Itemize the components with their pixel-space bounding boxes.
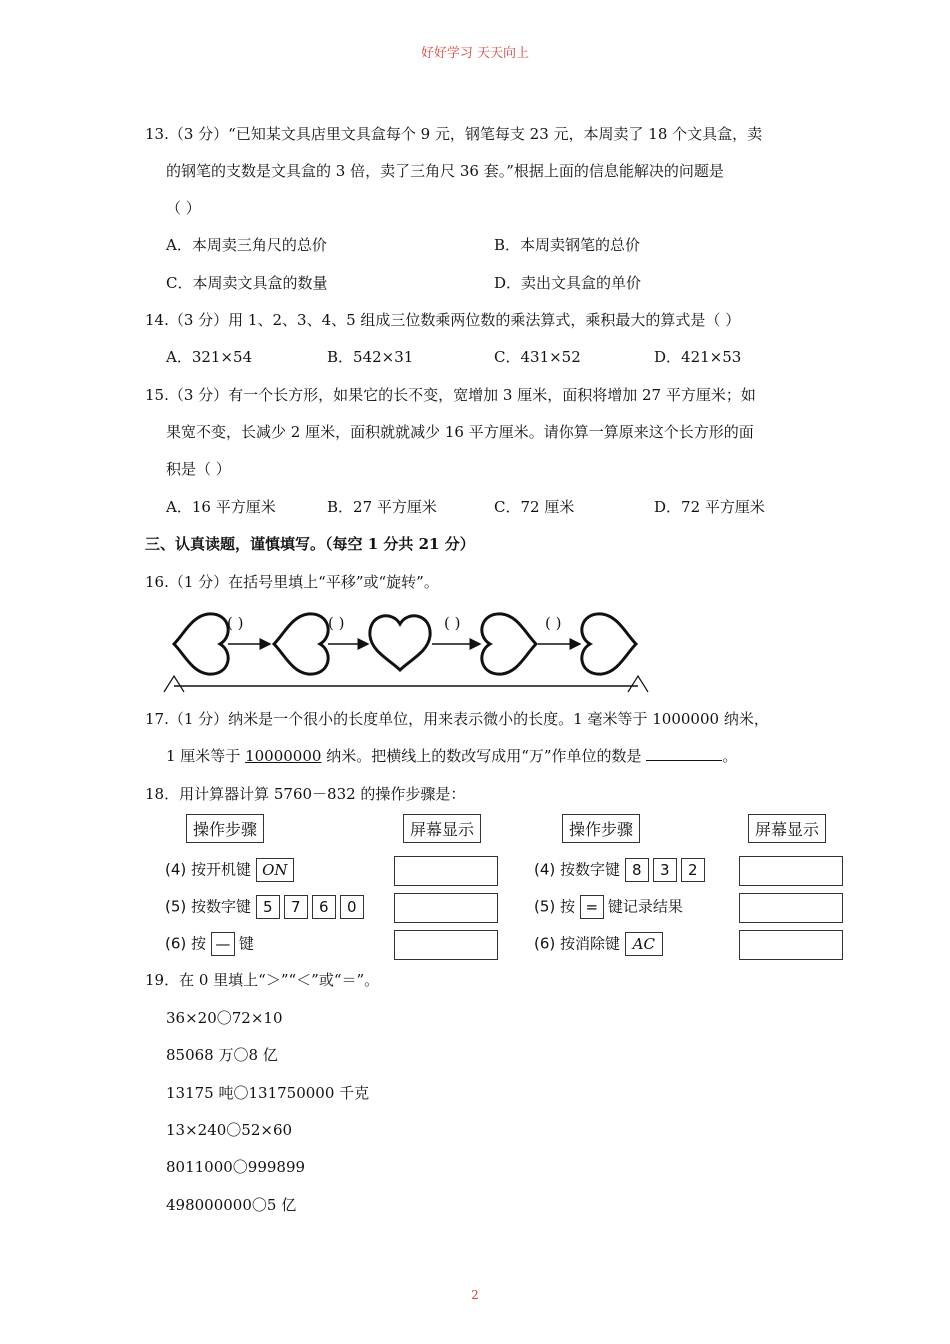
q18-screen-right-1[interactable]	[739, 856, 843, 886]
key-6-button[interactable]: 6	[312, 895, 336, 919]
key-8-button[interactable]: 8	[625, 858, 649, 882]
step-label: (6) 按消除键	[534, 934, 621, 953]
page-header: 好好学习 天天向上	[420, 46, 530, 61]
baseline-left-cap	[164, 676, 184, 692]
key-0-button[interactable]: 0	[340, 895, 364, 919]
q14-option-d[interactable]: D．421×53	[654, 348, 742, 366]
q14-option-b[interactable]: B．542×31	[327, 348, 414, 366]
section-3-title: 三、认真读题，谨慎填写。（每空 1 分共 21 分）	[145, 535, 475, 553]
baseline-right-cap	[628, 676, 648, 692]
q17-answer-blank[interactable]	[646, 746, 722, 761]
step-label: (6) 按	[165, 934, 207, 953]
q16-blank-1[interactable]: ( )	[227, 614, 244, 632]
q15-option-a[interactable]: A．16 平方厘米	[166, 498, 276, 516]
q15-line1: 15.（3 分）有一个长方形，如果它的长不变，宽增加 3 厘米，面积将增加 27 平方厘米；如	[145, 386, 756, 404]
q18-screen-left-1[interactable]	[394, 856, 498, 886]
q14-line1: 14.（3 分）用 1、2、3、4、5 组成三位数乘两位数的乘法算式，乘积最大的算式是（ ）	[145, 311, 741, 329]
q15-option-c[interactable]: C．72 厘米	[494, 498, 575, 516]
step-label: (5) 按数字键	[165, 897, 252, 916]
q14-option-a[interactable]: A．321×54	[166, 348, 253, 366]
step-label: (4) 按数字键	[534, 860, 621, 879]
q17-line1: 17.（1 分）纳米是一个很小的长度单位，用来表示微小的长度。1 毫米等于 1000000 纳米，	[145, 710, 769, 728]
q17-line2-part-b: 纳米。把横线上的数改写成用“万”作单位的数是	[321, 747, 647, 765]
key-on-button[interactable]: ON	[256, 858, 294, 882]
q18-header-screen-left: 屏幕显示	[403, 814, 481, 843]
q13-line3: （ ）	[166, 199, 201, 217]
key-5-button[interactable]: 5	[256, 895, 280, 919]
q18-line1: 18．用计算器计算 5760－832 的操作步骤是：	[145, 785, 466, 803]
q13-option-a[interactable]: A．本周卖三角尺的总价	[166, 236, 327, 254]
q17-line2	[166, 746, 737, 766]
key-3-button[interactable]: 3	[653, 858, 677, 882]
q18-screen-right-2[interactable]	[739, 893, 843, 923]
heart-shape-4	[482, 614, 536, 674]
q18-header-screen-right: 屏幕显示	[748, 814, 826, 843]
key-equals-button[interactable]: =	[580, 895, 604, 919]
q17-line2-part-c: 。	[722, 747, 738, 765]
heart-shape-5	[582, 614, 636, 674]
q19-item-3[interactable]: 13175 吨〇131750000 千克	[166, 1084, 370, 1102]
q19-item-4[interactable]: 13×240〇52×60	[166, 1121, 293, 1139]
q19-line1: 19．在 0 里填上“＞”“＜”或“＝”。	[145, 971, 380, 989]
q15-option-d[interactable]: D．72 平方厘米	[654, 498, 765, 516]
q18-left-step-6	[165, 932, 254, 956]
q19-item-5[interactable]: 8011000〇999899	[166, 1158, 306, 1176]
q13-option-b[interactable]: B．本周卖钢笔的总价	[494, 236, 641, 254]
q19-item-6[interactable]: 498000000〇5 亿	[166, 1196, 297, 1214]
q18-left-step-4	[165, 858, 298, 882]
q18-right-step-6	[534, 932, 667, 956]
q17-line2-part-a: 1 厘米等于	[166, 747, 246, 765]
page-number: 2	[471, 1288, 479, 1302]
q17-underlined-number: 10000000	[245, 747, 322, 765]
key-ac-button[interactable]: AC	[625, 932, 663, 956]
q16-blank-3[interactable]: ( )	[444, 614, 461, 632]
q14-option-c[interactable]: C．431×52	[494, 348, 581, 366]
q13-option-c[interactable]: C．本周卖文具盒的数量	[166, 274, 328, 292]
step-label: (5) 按	[534, 897, 576, 916]
q13-line1: 13.（3 分）“已知某文具店里文具盒每个 9 元，钢笔每支 23 元，本周卖了 18 个文具盒，卖	[145, 125, 763, 143]
key-7-button[interactable]: 7	[284, 895, 308, 919]
q16-line1: 16.（1 分）在括号里填上“平移”或“旋转”。	[145, 573, 439, 591]
q13-line2: 的钢笔的支数是文具盒的 3 倍，卖了三角尺 36 套。”根据上面的信息能解决的问题是	[166, 162, 724, 180]
key-minus-button[interactable]: —	[211, 932, 235, 956]
q13-option-d[interactable]: D．卖出文具盒的单价	[494, 274, 642, 292]
q18-screen-left-2[interactable]	[394, 893, 498, 923]
q15-line2: 果宽不变，长减少 2 厘米，面积就就减少 16 平方厘米。请你算一算原来这个长方形的面	[166, 423, 754, 441]
q19-item-2[interactable]: 85068 万〇8 亿	[166, 1046, 278, 1064]
q18-right-step-4	[534, 858, 709, 882]
heart-shape-1	[174, 614, 228, 674]
q18-screen-right-3[interactable]	[739, 930, 843, 960]
q15-option-b[interactable]: B．27 平方厘米	[327, 498, 437, 516]
key-2-button[interactable]: 2	[681, 858, 705, 882]
q19-item-1[interactable]: 36×20〇72×10	[166, 1009, 283, 1027]
q18-right-step-5	[534, 895, 683, 919]
q15-line3: 积是（ ）	[166, 460, 231, 478]
q18-screen-left-3[interactable]	[394, 930, 498, 960]
q18-header-steps-right: 操作步骤	[562, 814, 640, 843]
heart-shape-3	[370, 616, 430, 670]
step-suffix: 键记录结果	[607, 897, 683, 916]
q16-blank-2[interactable]: ( )	[328, 614, 345, 632]
step-label: (4) 按开机键	[165, 860, 252, 879]
heart-shape-2	[274, 614, 328, 674]
q18-header-steps-left: 操作步骤	[186, 814, 264, 843]
q16-blank-4[interactable]: ( )	[545, 614, 562, 632]
step-suffix: 键	[238, 934, 254, 953]
q18-left-step-5	[165, 895, 368, 919]
